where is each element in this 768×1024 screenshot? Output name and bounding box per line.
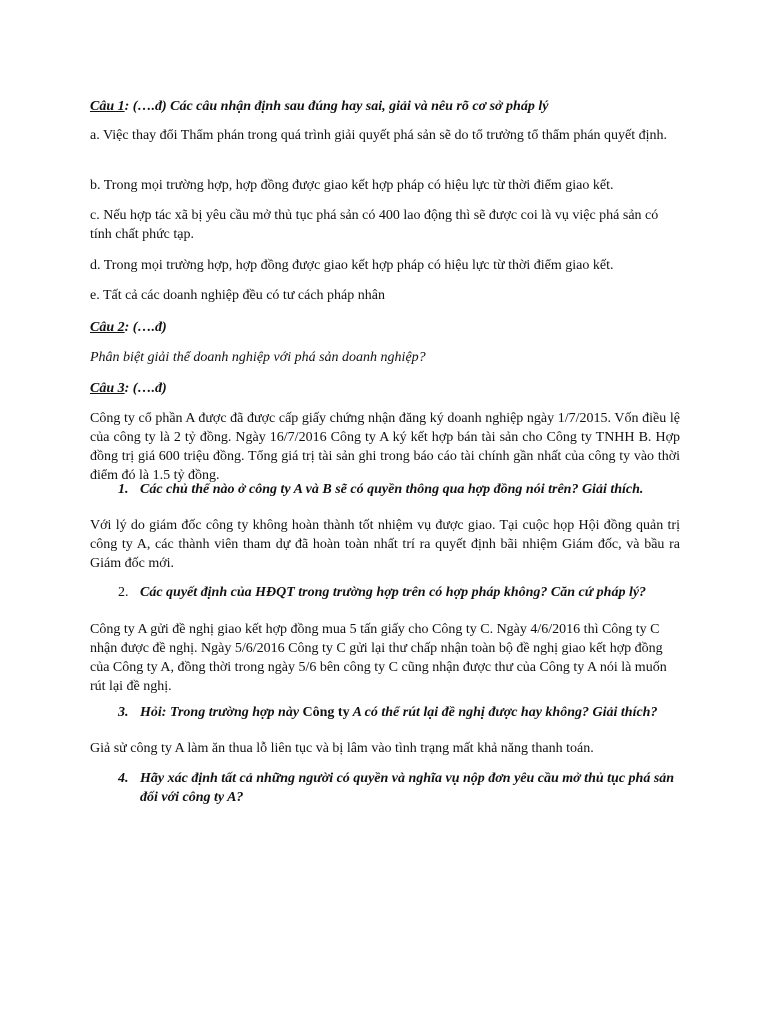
case-paragraph-4: Giả sử công ty A làm ăn thua lỗ liên tục và bị lâm vào tình trạng mất khả năng thanh toán.: [90, 741, 594, 756]
sub-question-3-text: [140, 703, 678, 722]
sub-question-4-text: Hãy xác định tất cả những người có quyền và nghĩa vụ nộp đơn yêu cầu mở thủ tục phá sản đối với công ty A?: [140, 771, 675, 805]
question-2-heading-text: : (….đ): [124, 320, 167, 335]
question-2-text: Phân biệt giải thể doanh nghiệp với phá sản doanh nghiệp?: [90, 350, 426, 365]
question-3-heading-text: : (….đ): [124, 381, 167, 396]
sub-question-1-number: 1.: [118, 482, 129, 497]
sub-question-4-number: 4.: [118, 771, 129, 786]
statement-e: e. Tất cả các doanh nghiệp đều có tư cách pháp nhân: [90, 288, 385, 303]
sub-question-2: [118, 583, 678, 602]
sub-question-3-text-c: A có thể rút lại đề nghị được hay không? Giải thích?: [349, 705, 658, 720]
sub-question-2-number: 2.: [118, 585, 129, 600]
case-paragraph-2: Với lý do giám đốc công ty không hoàn thành tốt nhiệm vụ được giao. Tại cuộc họp Hội đồng quản trị công ty A, các thành viên tham dự đã hoàn toàn nhất trí ra quyết định bãi nhiệm Giám đốc, và bầu ra Giám đốc mới.: [90, 518, 680, 571]
sub-question-3-text-a: Hỏi: Trong trường hợp này: [140, 705, 303, 720]
question-1-label: Câu 1: [90, 99, 125, 114]
sub-question-3: [118, 703, 678, 722]
question-1-heading-text: : (….đ) Các câu nhận định sau đúng hay sai, giải và nêu rõ cơ sở pháp lý: [124, 99, 549, 114]
statement-b: b. Trong mọi trường hợp, hợp đồng được giao kết hợp pháp có hiệu lực từ thời điểm giao kết.: [90, 178, 614, 193]
statement-a: a. Việc thay đổi Thẩm phán trong quá trình giải quyết phá sản sẽ do tổ trưởng tổ thẩm phán quyết định.: [90, 128, 668, 143]
question-3-label: Câu 3: [90, 381, 125, 396]
case-intro-paragraph: Công ty cổ phần A được đã được cấp giấy chứng nhận đăng ký doanh nghiệp ngày 1/7/2015. Vốn điều lệ của công ty là 2 tỷ đồng. Ngày 16/7/2016 Công ty A ký kết hợp bán tài sản cho Công ty TNHH B. Hợp đồng trị giá 600 triệu đồng. Tổng giá trị tài sản ghi trong báo cáo tài chính gần nhất của công ty vào thời điểm đó là 1.5 tỷ đồng.: [90, 411, 680, 483]
question-1-heading: [90, 97, 680, 116]
sub-question-1: [118, 480, 678, 499]
statement-d: d. Trong mọi trường hợp, hợp đồng được giao kết hợp pháp có hiệu lực từ thời điểm giao kết.: [90, 258, 614, 273]
sub-question-2-text: Các quyết định của HĐQT trong trường hợp trên có hợp pháp không? Căn cứ pháp lý?: [140, 585, 647, 600]
sub-question-4: [118, 769, 678, 805]
question-2-label: Câu 2: [90, 320, 125, 335]
question-3-heading: [90, 379, 680, 398]
sub-question-1-text: Các chủ thể nào ở công ty A và B sẽ có quyền thông qua hợp đồng nói trên? Giải thích.: [140, 482, 644, 497]
case-paragraph-3: Công ty A gửi đề nghị giao kết hợp đồng mua 5 tấn giấy cho Công ty C. Ngày 4/6/2016 thì Công ty C nhận được đề nghị. Ngày 5/6/2016 Công ty C gửi lại thư chấp nhận toàn bộ đề nghị giao kết hợp đồng của Công ty A, đồng thời trong ngày 5/6 bên công ty C cũng nhận được thư của Công ty A nói là muốn rút lại đề nghị.: [90, 622, 667, 694]
question-2-heading: [90, 318, 680, 337]
sub-question-3-text-b: Công ty: [302, 705, 350, 720]
sub-question-3-number: 3.: [118, 705, 129, 720]
statement-c: c. Nếu hợp tác xã bị yêu cầu mở thủ tục phá sản có 400 lao động thì sẽ được coi là vụ việc phá sản có tính chất phức tạp.: [90, 208, 659, 242]
